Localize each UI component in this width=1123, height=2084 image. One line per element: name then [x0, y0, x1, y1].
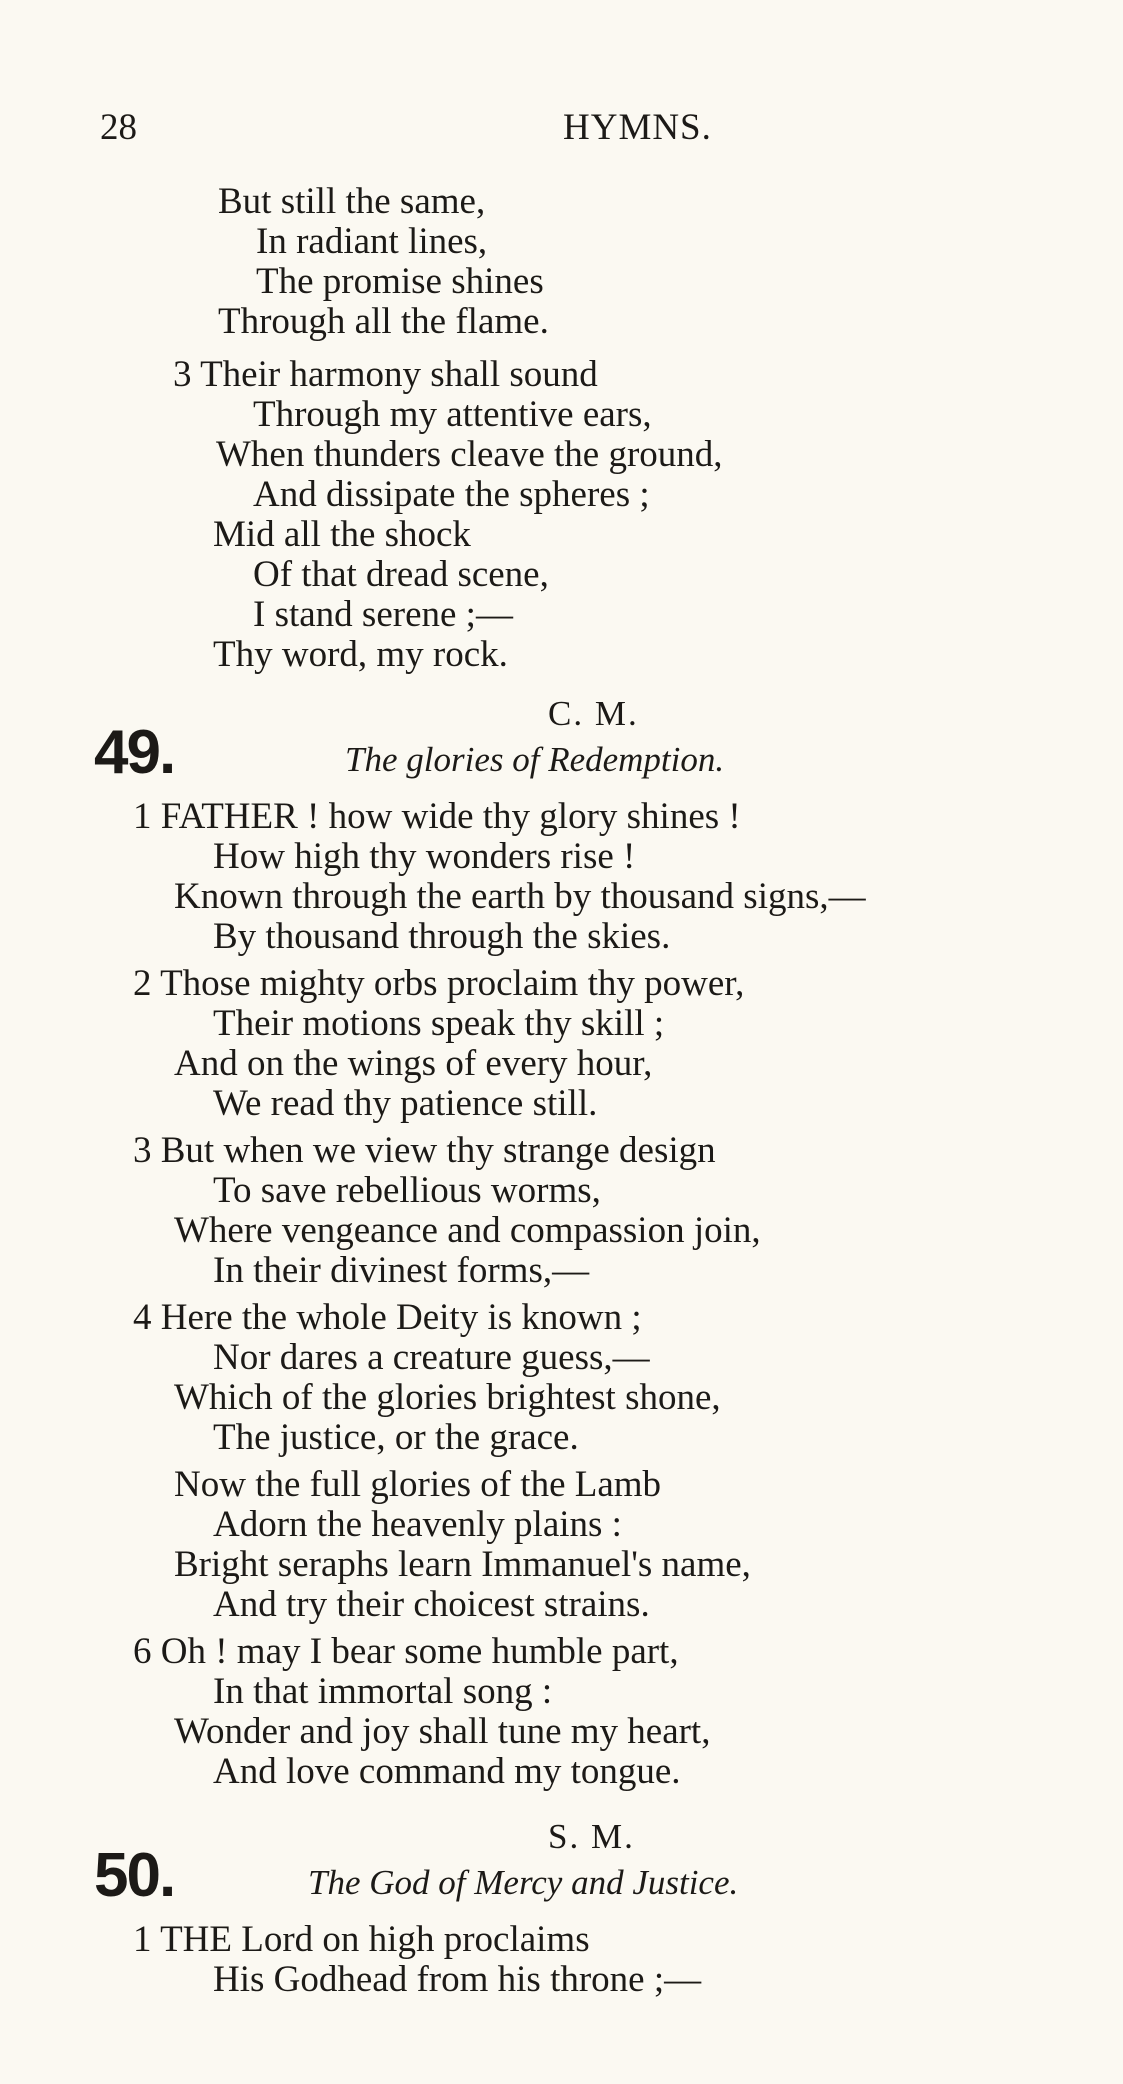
verse-line: Known through the earth by thousand signs,—	[174, 876, 866, 917]
hymn-meter: C. M.	[548, 694, 639, 733]
verse-line: Their motions speak thy skill ;	[213, 1003, 665, 1044]
verse-line: I stand serene ;—	[253, 594, 513, 635]
verse-line: And try their choicest strains.	[213, 1584, 650, 1625]
verse-line: His Godhead from his throne ;—	[213, 1959, 702, 2000]
verse-line: 3 Their harmony shall sound	[173, 354, 598, 395]
verse-line: We read thy patience still.	[213, 1083, 598, 1124]
verse-line: The promise shines	[256, 261, 544, 302]
verse-line: Of that dread scene,	[253, 554, 549, 595]
verse-line: In that immortal song :	[213, 1671, 553, 1712]
verse-line: 1 THE Lord on high proclaims	[133, 1919, 590, 1960]
hymn-meter: S. M.	[548, 1817, 635, 1856]
verse-line: In their divinest forms,—	[213, 1250, 590, 1291]
verse-line: 4 Here the whole Deity is known ;	[133, 1297, 642, 1338]
verse-line: The justice, or the grace.	[213, 1417, 579, 1458]
verse-line: But still the same,	[218, 181, 486, 222]
verse-line: 3 But when we view thy strange design	[133, 1130, 716, 1171]
verse-line: 2 Those mighty orbs proclaim thy power,	[133, 963, 745, 1004]
verse-line: Through my attentive ears,	[253, 394, 652, 435]
verse-line: Mid all the shock	[213, 514, 471, 555]
verse-line: How high thy wonders rise !	[213, 836, 636, 877]
verse-line: Where vengeance and compassion join,	[174, 1210, 761, 1251]
verse-line: 1 FATHER ! how wide thy glory shines !	[133, 796, 741, 837]
hymn-subject: The God of Mercy and Justice.	[308, 1863, 739, 1902]
page-number: 28	[100, 107, 137, 148]
verse-line: Bright seraphs learn Immanuel's name,	[174, 1544, 751, 1585]
verse-line: And love command my tongue.	[213, 1751, 681, 1792]
verse-line: Wonder and joy shall tune my heart,	[174, 1711, 711, 1752]
hymn-subject: The glories of Redemption.	[345, 740, 725, 779]
verse-line: And dissipate the spheres ;	[253, 474, 650, 515]
verse-line: To save rebellious worms,	[213, 1170, 601, 1211]
verse-line: Which of the glories brightest shone,	[174, 1377, 721, 1418]
verse-line: When thunders cleave the ground,	[216, 434, 723, 475]
running-title: HYMNS.	[563, 107, 712, 148]
hymn-number: 49.	[94, 718, 175, 787]
verse-line: Through all the flame.	[218, 301, 549, 342]
verse-line: Nor dares a creature guess,—	[213, 1337, 650, 1378]
verse-line: 6 Oh ! may I bear some humble part,	[133, 1631, 679, 1672]
verse-line: Now the full glories of the Lamb	[174, 1464, 662, 1505]
verse-line: Adorn the heavenly plains :	[213, 1504, 622, 1545]
verse-line: In radiant lines,	[256, 221, 488, 262]
verse-line: Thy word, my rock.	[213, 634, 508, 675]
verse-line: And on the wings of every hour,	[174, 1043, 653, 1084]
hymn-number: 50.	[94, 1841, 175, 1910]
verse-line: By thousand through the skies.	[213, 916, 671, 957]
